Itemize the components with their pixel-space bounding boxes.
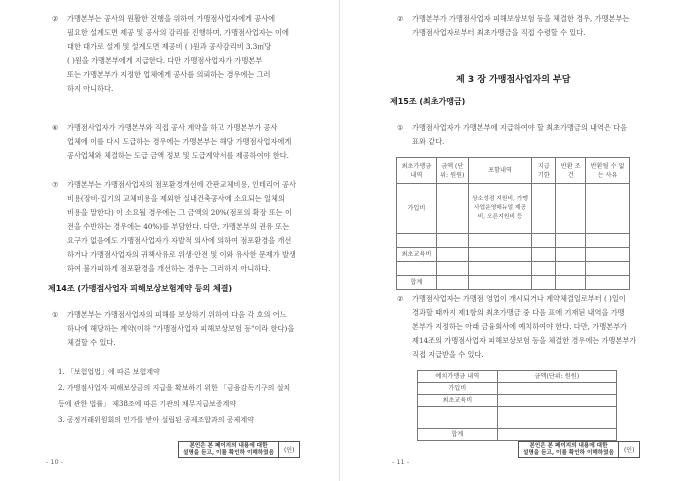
table-row [418, 395, 617, 407]
paragraph-marker: ⑦ [52, 180, 59, 189]
table-header: 포함내역 [468, 158, 532, 184]
table-cell [532, 184, 556, 234]
table-cell [468, 262, 532, 276]
stamp-text: 본인은 본 페이지의 내용에 대한 설명을 듣고, 이를 확인하 이해하였음 [183, 442, 274, 456]
table-cell [586, 276, 630, 290]
table-cell [497, 395, 616, 407]
contract-type-list [58, 364, 290, 428]
table-cell [497, 383, 616, 395]
article-15-heading: 제15조 (최초가맹금) [390, 97, 466, 106]
table-cell [556, 248, 586, 262]
table-row [397, 276, 630, 290]
table-cell [468, 276, 532, 290]
list-item: 1. 「보험업법」에 따른 보험계약 [58, 368, 160, 376]
table-cell: 합계 [397, 276, 437, 290]
table-cell [418, 407, 498, 429]
table-cell [556, 262, 586, 276]
paragraph-6: 가맹점사업자가 가맹본부와 직접 공사 계약을 하고 가맹본부가 공사 업체에 이를 다시 도급하는 경우에는 가맹본부는 해당 가맹점사업자에게 공사업체와 체결하는 도급 금액 정보 및 도급계약서를 제공하여야 한다. [67, 123, 292, 160]
signature-box[interactable]: (인) [618, 442, 639, 457]
table-cell [556, 276, 586, 290]
table-header: 최초가맹금 내역 [397, 158, 437, 184]
confirmation-stamp [518, 441, 640, 458]
table-cell [436, 276, 468, 290]
table-row [397, 262, 630, 276]
list-item: 등에 관한 법률」 제38조에 따른 기관의 채무지급보증계약 [58, 400, 237, 408]
table-row [397, 184, 630, 234]
table-row [418, 383, 617, 395]
table-cell [436, 248, 468, 262]
paragraph-marker: ② [52, 14, 59, 23]
table-header: 금액 (단위: 원원) [436, 158, 468, 184]
table-header-row [397, 158, 630, 184]
paragraph-1: 가맹본부는 가맹점사업자의 피해를 보상하기 위하여 다음 각 호의 어느 하나에 해당하는 계약(이하 "가맹점사업자 피해보상보험 등"이라 한다)을 체결할 수 있다. [67, 310, 295, 347]
page-number: - 11 - [392, 458, 410, 466]
table-header-row [418, 371, 617, 383]
table-cell [532, 248, 556, 262]
table-cell [468, 248, 532, 262]
table-cell [556, 184, 586, 234]
table-cell [532, 276, 556, 290]
table-header: 금액(단위: 원원) [497, 371, 616, 383]
table-cell [556, 234, 586, 248]
list-item: 2. 가맹점사업자 피해보상금의 지급을 확보하기 위한 「금융감독기구의 설치 [58, 384, 291, 392]
paragraph-2-top: 가맹본부가 가맹점사업자 피해보상보험 등을 체결한 경우, 가맹본부는 가맹점사업자로부터 최초가맹금을 직접 수령할 수 있다. [412, 14, 630, 37]
table-cell [586, 248, 630, 262]
table-header: 지급 기한 [532, 158, 556, 184]
table-cell: 합계 [418, 429, 498, 441]
page-number: - 10 - [46, 458, 64, 466]
list-item: 3. 공정거래위원회의 인가를 받아 설립된 공제조합과의 공제계약 [58, 416, 254, 424]
table-cell [436, 234, 468, 248]
table-cell [497, 429, 616, 441]
table-row [418, 429, 617, 441]
paragraph-marker: ⑥ [52, 123, 59, 132]
paragraph-marker: ② [397, 14, 404, 23]
table-cell [397, 262, 437, 276]
table-row [397, 234, 630, 248]
right-page [340, 0, 680, 481]
table-cell: 가입비 [418, 383, 498, 395]
table-header: 예치가맹금 내역 [418, 371, 498, 383]
table-cell [586, 262, 630, 276]
deposit-fee-table [417, 370, 617, 441]
table-cell: 상소성점 지원비, 가맹사업운영매뉴얼 제공비, 오픈지원비 등 [468, 184, 532, 234]
table-row [418, 407, 617, 429]
table-cell: 가입비 [397, 184, 437, 234]
table-cell [397, 234, 437, 248]
table-row [397, 248, 630, 262]
table-cell: 최초교육비 [397, 248, 437, 262]
table-cell [468, 234, 532, 248]
paragraph-marker: ① [52, 310, 59, 319]
chapter-heading: 제 3 장 가맹점사업자의 부담 [456, 75, 571, 85]
table-header: 반환 조건 [556, 158, 586, 184]
table-header: 반환될 수 없는 사유 [586, 158, 630, 184]
paragraph-2: 가맹점사업자는 가맹점 영업이 개시되거나 계약체결일로부터 ( )일이 경과할 때까지 제1항의 최초가맹금 중 다음 표에 기재된 내역을 가맹 본부가 지정하는 아래 금융회사에 예치하여야 한다. 다만, 가맹본부가 제14조의 가맹점사업자 피해보상보험 등을 체결한 경우에는 가맹본부가 직접 지급받을 수 있다. [412, 294, 637, 359]
paragraph-1: 가맹점사업자가 가맹본부에 지급하여야 할 최초가맹금의 내역은 다음 표와 같다. [412, 123, 628, 146]
paragraph-2: 가맹본부는 공사의 원활한 진행을 위하여 가맹점사업자에게 공사에 필요한 설계도면 제공 및 공사의 감리를 진행하며, 가맹점사업자는 이에 대한 대가로 설계 및 설계도면 제공비 ( )원과 공사감리비 3.3㎡당 ( )원을 가맹본부에게 지급한다. 다만 가맹점사업자가 가맹본부 또는 가맹본부가 지정한 업체에게 공사를 의뢰하는 경우에는 그러 하지 아니하다. [67, 14, 289, 93]
table-cell [436, 184, 468, 234]
confirmation-stamp [178, 441, 300, 458]
table-cell [586, 234, 630, 248]
stamp-text: 본인은 본 페이지의 내용에 대한 설명을 듣고, 이를 확인하 이해하였음 [523, 442, 614, 456]
table-cell [586, 184, 630, 234]
paragraph-marker: ② [397, 294, 404, 303]
initial-fee-table [396, 157, 630, 290]
signature-box[interactable]: (인) [278, 442, 299, 457]
table-cell [497, 407, 616, 429]
table-cell [532, 262, 556, 276]
article-14-heading: 제14조 (가맹점사업자 피해보상보험계약 등의 체결) [48, 284, 233, 293]
paragraph-7: 가맹본부는 가맹점사업자의 점포환경개선에 간판교체비용, 인테리어 공사 비용(장비·집기의 교체비용을 제외한 실내건축공사에 소요되는 일체의 비용을 말한다) 이 소요될 경우에는 그 금액의 20%(점포의 확장 또는 이 전을 수반하는 경우에는 40%)를 부담한다. 다만, 가맹본부의 권유 또는 요구가 없음에도 가맹점사업자가 자발적 의사에 의하여 점포환경을 개선 하거나 가맹점사업자의 귀책사유로 위생·안전 및 이와 유사한 문제가 발생 하여 불가피하게 점포환경을 개선하는 경우는 그러하지 아니하다. [67, 180, 296, 273]
paragraph-marker: ① [397, 123, 404, 132]
table-cell [532, 234, 556, 248]
table-cell: 최초교육비 [418, 395, 498, 407]
table-cell [436, 262, 468, 276]
